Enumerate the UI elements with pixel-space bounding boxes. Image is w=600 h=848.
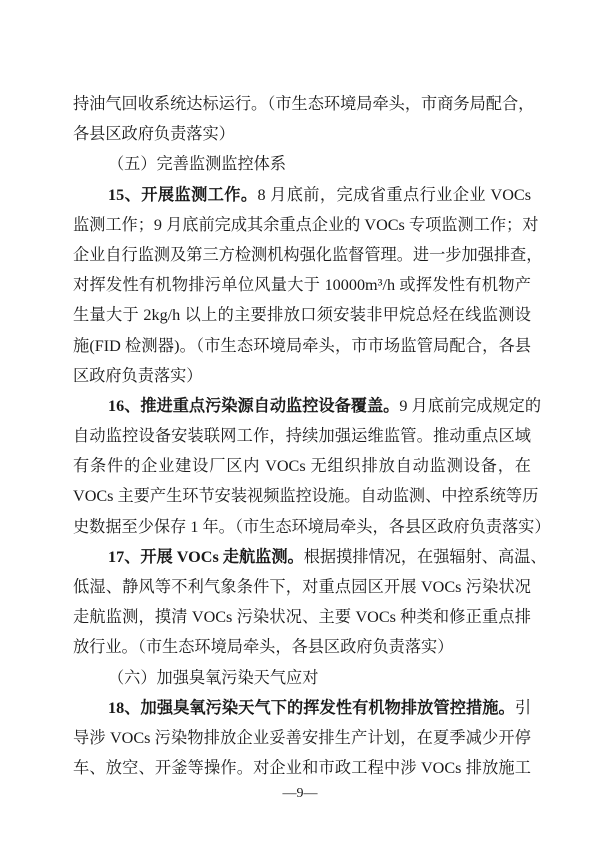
item-title: 17、开展 VOCs 走航监测。 bbox=[108, 547, 304, 566]
text-line: 史数据至少保存 1 年。（市生态环境局牵头，各县区政府负责落实） bbox=[73, 517, 551, 536]
item-title: 18、加强臭氧污染天气下的挥发性有机物排放管控措施。 bbox=[108, 698, 515, 717]
text-line: 对挥发性有机物排污单位风量大于 10000m³/h 或挥发性有机物产 bbox=[73, 276, 531, 295]
item-17-heading: 17、开展 VOCs 走航监测。根据摸排情况，在强辐射、高温、 bbox=[108, 547, 547, 566]
text-line: 监测工作；9 月底前完成其余重点企业的 VOCs 专项监测工作；对 bbox=[73, 215, 539, 234]
item-title: 15、开展监测工作。 bbox=[108, 185, 258, 204]
text-line: 有条件的企业建设厂区内 VOCs 无组织排放自动监测设备，在 bbox=[73, 457, 531, 476]
text-line: 导涉 VOCs 污染物排放企业妥善安排生产计划，在夏季减少开停 bbox=[73, 728, 531, 747]
page-number: —9— bbox=[282, 786, 318, 801]
text-line: 走航监测，摸清 VOCs 污染状况、主要 VOCs 种类和修正重点排 bbox=[73, 608, 531, 627]
text-line: 企业自行监测及第三方检测机构强化监督管理。进一步加强排查， bbox=[73, 245, 543, 264]
text-line: 施(FID 检测器)。（市生态环境局牵头，市市场监管局配合，各县 bbox=[73, 336, 531, 355]
text-line: 低湿、静风等不利气象条件下，对重点园区开展 VOCs 污染状况 bbox=[73, 578, 531, 596]
item-18-heading: 18、加强臭氧污染天气下的挥发性有机物排放管控措施。引 bbox=[108, 698, 531, 717]
text-line: 生量大于 2kg/h 以上的主要排放口须安装非甲烷总烃在线监测设 bbox=[73, 306, 531, 325]
text-line: 各县区政府负责落实） bbox=[73, 125, 235, 144]
text-line: 自动监控设备安装联网工作，持续加强运维监管。推动重点区域 bbox=[73, 427, 531, 446]
text-line: 区政府负责落实） bbox=[73, 366, 203, 385]
text-line: VOCs 主要产生环节安装视频监控设施。自动监测、中控系统等历 bbox=[73, 487, 539, 506]
text-line: 车、放空、开釜等操作。对企业和市政工程中涉 VOCs 排放施工 bbox=[73, 759, 531, 778]
item-15-heading: 15、开展监测工作。8 月底前，完成省重点行业企业 VOCs bbox=[108, 185, 531, 204]
item-title: 16、推进重点污染源自动监控设备覆盖。 bbox=[108, 396, 400, 415]
section-heading: （五）完善监测监控体系 bbox=[108, 155, 287, 174]
document-body bbox=[73, 89, 551, 783]
item-16-heading: 16、推进重点污染源自动监控设备覆盖。9 月底前完成规定的 bbox=[108, 396, 542, 415]
section-heading: （六）加强臭氧污染天气应对 bbox=[108, 668, 319, 687]
text-line: 持油气回收系统达标运行。（市生态环境局牵头，市商务局配合， bbox=[73, 95, 535, 113]
text-line: 放行业。（市生态环境局牵头，各县区政府负责落实） bbox=[73, 638, 454, 657]
